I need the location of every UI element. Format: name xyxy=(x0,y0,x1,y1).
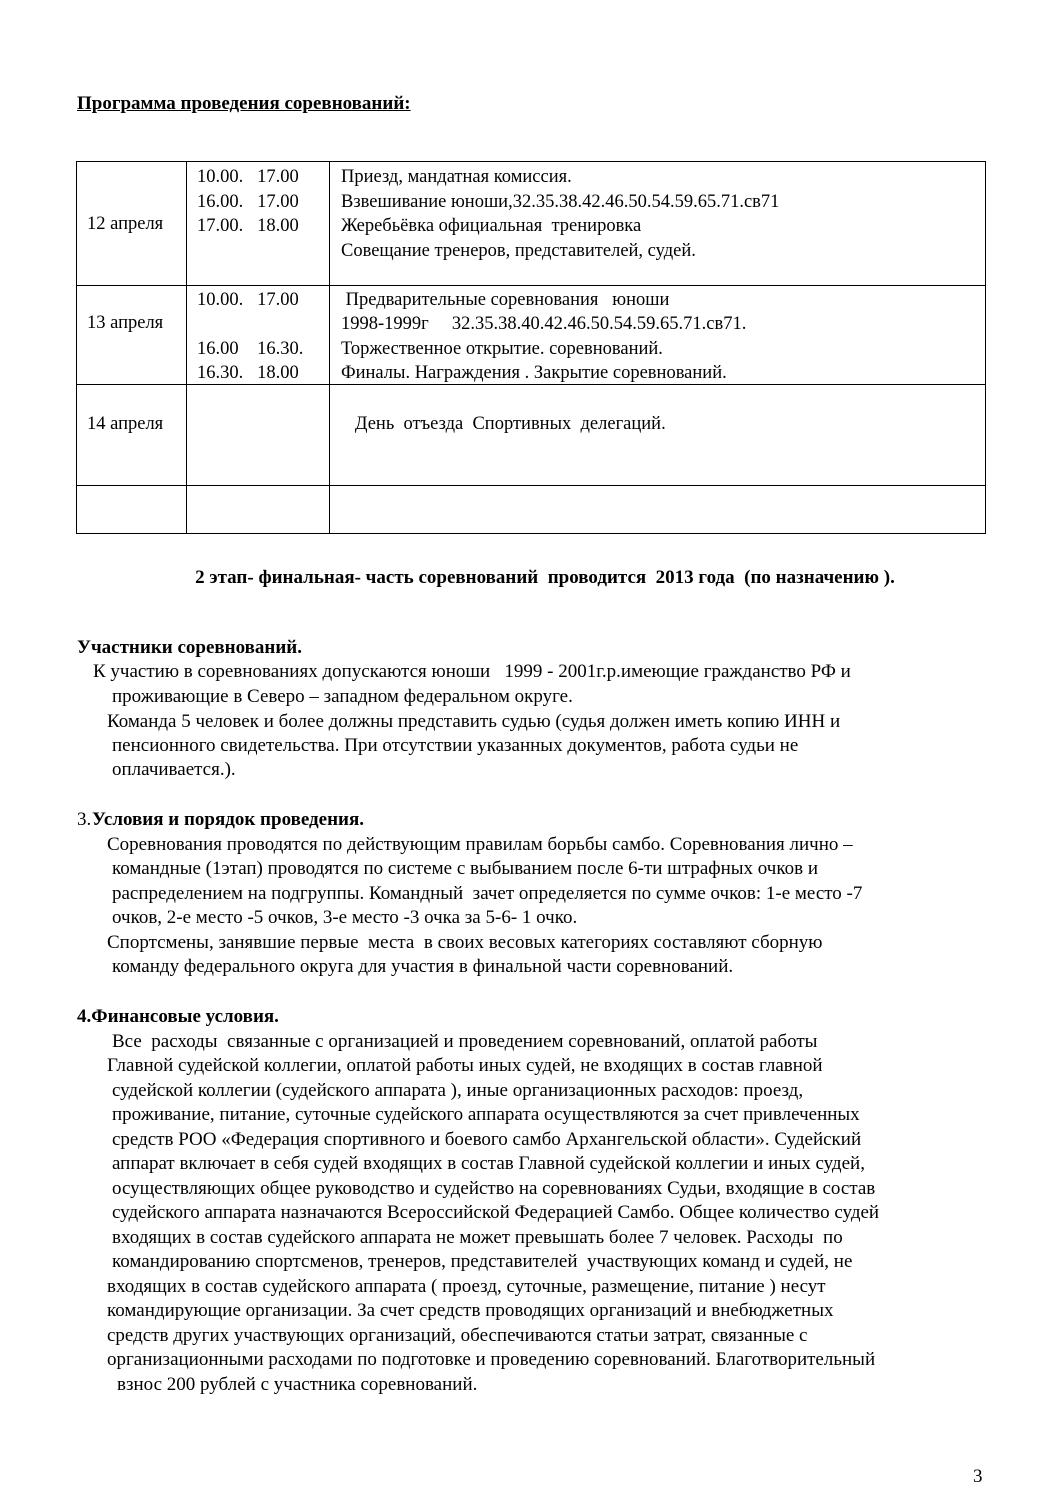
conditions-line: Соревнования проводятся по действующим правилам борьбы самбо. Соревнования лично – xyxy=(107,834,853,855)
time-label: 17.00. 18.00 xyxy=(197,216,299,236)
conditions-title: Условия и порядок проведения. xyxy=(92,809,365,830)
time-label: 16.00. 17.00 xyxy=(197,192,299,212)
date-label: 14 апреля xyxy=(87,414,164,434)
time-label: 10.00. 17.00 xyxy=(197,167,299,187)
participants-title: Участники соревнований. xyxy=(77,637,302,658)
table-row xyxy=(77,486,986,534)
event-text: Финалы. Награждения . Закрытие соревнований. xyxy=(341,363,727,383)
time-cell xyxy=(187,162,330,286)
finance-title: 4.Финансовые условия. xyxy=(77,1006,279,1027)
date-label: 12 апреля xyxy=(87,214,164,234)
program-heading: Программа проведения соревнований: xyxy=(77,93,411,114)
date-cell xyxy=(77,162,187,286)
event-cell xyxy=(330,286,986,385)
schedule-table xyxy=(76,161,986,534)
event-cell xyxy=(330,385,986,486)
time-cell xyxy=(187,286,330,385)
finance-line: организационными расходами по подготовке и проведению соревнований. Благотворительный xyxy=(107,1349,876,1370)
conditions-number: 3. xyxy=(77,809,92,830)
finance-line: средств РОО «Федерация спортивного и боевого самбо Архангельской области». Судейский xyxy=(112,1129,862,1150)
conditions-line: очков, 2-е место -5 очков, 3-е место -3 очка за 5-6- 1 очко. xyxy=(112,907,578,928)
event-text: 1998-1999г 32.35.38.40.42.46.50.54.59.65.71.св71. xyxy=(341,314,747,334)
event-text: День отъезда Спортивных делегаций. xyxy=(341,414,666,434)
conditions-line: распределением на подгруппы. Командный зачет определяется по сумме очков: 1-е место -7 xyxy=(112,883,863,904)
table-row xyxy=(77,162,986,286)
conditions-line: Спортсмены, занявшие первые места в своих весовых категориях составляют сборную xyxy=(107,932,823,953)
stage2-note: 2 этап- финальная- часть соревнований проводится 2013 года (по назначению ). xyxy=(195,567,895,588)
finance-line: взнос 200 рублей с участника соревнований. xyxy=(117,1374,478,1395)
empty-cell xyxy=(77,486,187,534)
table-row xyxy=(77,286,986,385)
time-cell xyxy=(187,385,330,486)
date-cell xyxy=(77,385,187,486)
time-label: 16.00 16.30. xyxy=(197,339,304,359)
time-label: 16.30. 18.00 xyxy=(197,363,299,383)
conditions-line: команду федерального округа для участия в финальной части соревнований. xyxy=(112,956,734,977)
page-number: 3 xyxy=(973,1466,983,1487)
time-label: 10.00. 17.00 xyxy=(197,290,299,310)
event-text: Торжественное открытие. соревнований. xyxy=(341,339,663,359)
event-text: Предварительные соревнования юноши xyxy=(341,290,670,310)
finance-line: Все расходы связанные с организацией и проведением соревнований, оплатой работы xyxy=(112,1031,818,1052)
finance-line: осуществляющих общее руководство и судейство на соревнованиях Судьи, входящие в состав xyxy=(112,1178,876,1199)
participants-line: пенсионного свидетельства. При отсутствии указанных документов, работа судьи не xyxy=(112,735,799,756)
finance-line: судейской коллегии (судейского аппарата ), иные организационных расходов: проезд, xyxy=(112,1080,804,1101)
conditions-line: командные (1этап) проводятся по системе с выбыванием после 6-ти штрафных очков и xyxy=(112,858,818,879)
event-text: Взвешивание юноши,32.35.38.42.46.50.54.59.65.71.св71 xyxy=(341,192,780,212)
finance-line: аппарат включает в себя судей входящих в состав Главной судейской коллегии и иных судей, xyxy=(112,1153,865,1174)
event-cell xyxy=(330,162,986,286)
finance-line: средств других участвующих организаций, обеспечиваются статьи затрат, связанные с xyxy=(107,1325,808,1346)
finance-line: судейского аппарата назначаются Всероссийской Федерацией Самбо. Общее количество судей xyxy=(112,1202,880,1223)
date-cell xyxy=(77,286,187,385)
finance-line: командированию спортсменов, тренеров, представителей участвующих команд и судей, не xyxy=(112,1251,853,1272)
participants-line: К участию в соревнованиях допускаются юноши 1999 - 2001г.р.имеющие гражданство РФ и xyxy=(93,661,851,682)
event-text: Жеребьёвка официальная тренировка xyxy=(341,216,642,236)
participants-line: Команда 5 человек и более должны представить судью (судья должен иметь копию ИНН и xyxy=(107,711,841,732)
finance-line: командирующие организации. За счет средств проводящих организаций и внебюджетных xyxy=(107,1300,834,1321)
date-label: 13 апреля xyxy=(87,313,164,333)
event-text: Приезд, мандатная комиссия. xyxy=(341,167,572,187)
finance-line: проживание, питание, суточные судейского аппарата осуществляются за счет привлеченных xyxy=(112,1104,860,1125)
finance-line: входящих в состав судейского аппарата не может превышать более 7 человек. Расходы по xyxy=(112,1227,843,1248)
table-row xyxy=(77,385,986,486)
participants-line: оплачивается.). xyxy=(112,759,236,780)
finance-line: входящих в состав судейского аппарата ( проезд, суточные, размещение, питание ) несут xyxy=(107,1276,826,1297)
finance-line: Главной судейской коллегии, оплатой работы иных судей, не входящих в состав главной xyxy=(107,1055,823,1076)
empty-cell xyxy=(187,486,330,534)
participants-line: проживающие в Северо – западном федеральном округе. xyxy=(112,686,573,707)
event-text: Совещание тренеров, представителей, судей. xyxy=(341,241,696,261)
empty-cell xyxy=(330,486,986,534)
